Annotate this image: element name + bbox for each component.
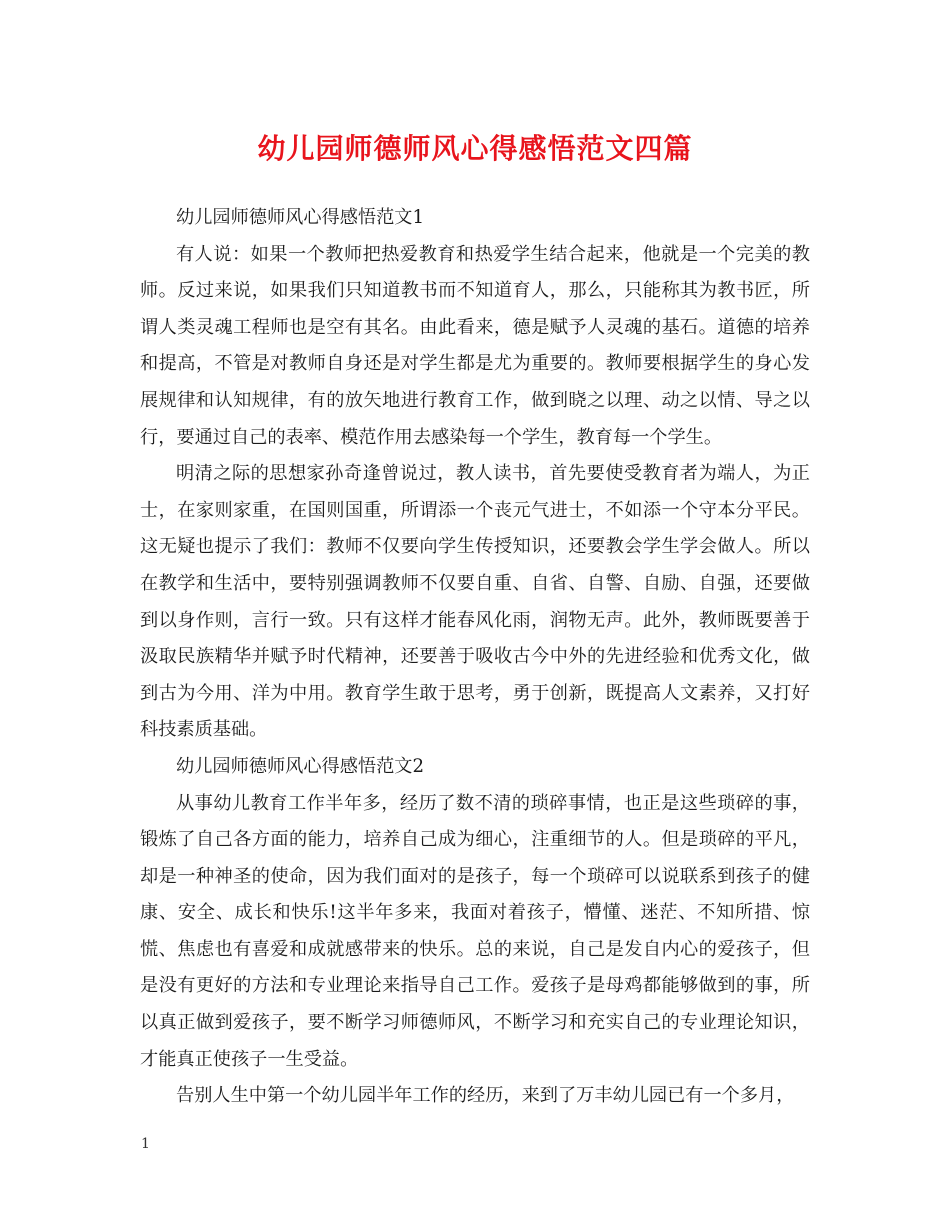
page-number: 1 xyxy=(141,1136,150,1152)
body-paragraph: 从事幼儿教育工作半年多，经历了数不清的琐碎事情，也正是这些琐碎的事，锻炼了自己各方面的能力，培养自己成为细心，注重细节的人。但是琐碎的平凡，却是一种神圣的使命，因为我们面对的是孩子，每一个琐碎可以说联系到孩子的健康、安全、成长和快乐!这半年多来，我面对着孩子，懵懂、迷茫、不知所措、惊慌、焦虑也有喜爱和成就感带来的快乐。总的来说，自己是发自内心的爱孩子，但是没有更好的方法和专业理论来指导自己工作。爱孩子是母鸡都能够做到的事，所以真正做到爱孩子，要不断学习师德师风，不断学习和充实自己的专业理论知识，才能真正使孩子一生受益。 xyxy=(140,792,810,1070)
body-paragraph: 明清之际的思想家孙奇逢曾说过，教人读书，首先要使受教育者为端人，为正士，在家则家重，在国则国重，所谓添一个丧元气进士，不如添一个守本分平民。这无疑也提示了我们：教师不仅要向学生传授知识，还要教会学生学会做人。所以在教学和生活中，要特别强调教师不仅要自重、自省、自警、自励、自强，还要做到以身作则，言行一致。只有这样才能春风化雨，润物无声。此外，教师既要善于汲取民族精华并赋予时代精神，还要善于吸收古今中外的先进经验和优秀文化，做到古为今用、洋为中用。教育学生敢于思考，勇于创新，既提高人文素养，又打好科技素质基础。 xyxy=(140,463,810,741)
section-heading-2: 幼儿园师德师风心得感悟范文2 xyxy=(176,755,425,777)
body-paragraph: 告别人生中第一个幼儿园半年工作的经历，来到了万丰幼儿园已有一个多月， xyxy=(176,1085,795,1107)
body-paragraph: 有人说：如果一个教师把热爱教育和热爱学生结合起来，他就是一个完美的教师。反过来说，如果我们只知道教书而不知道育人，那么，只能称其为教书匠，所谓人类灵魂工程师也是空有其名。由此看来，德是赋予人灵魂的基石。道德的培养和提高，不管是对教师自身还是对学生都是尤为重要的。教师要根据学生的身心发展规律和认知规律，有的放矢地进行教育工作，做到晓之以理、动之以情、导之以行，要通过自己的表率、模范作用去感染每一个学生，教育每一个学生。 xyxy=(140,243,810,448)
document-body xyxy=(140,200,810,1115)
section-heading-1: 幼儿园师德师风心得感悟范文1 xyxy=(176,207,425,228)
document-title: 幼儿园师德师风心得感悟范文四篇 xyxy=(257,132,693,165)
